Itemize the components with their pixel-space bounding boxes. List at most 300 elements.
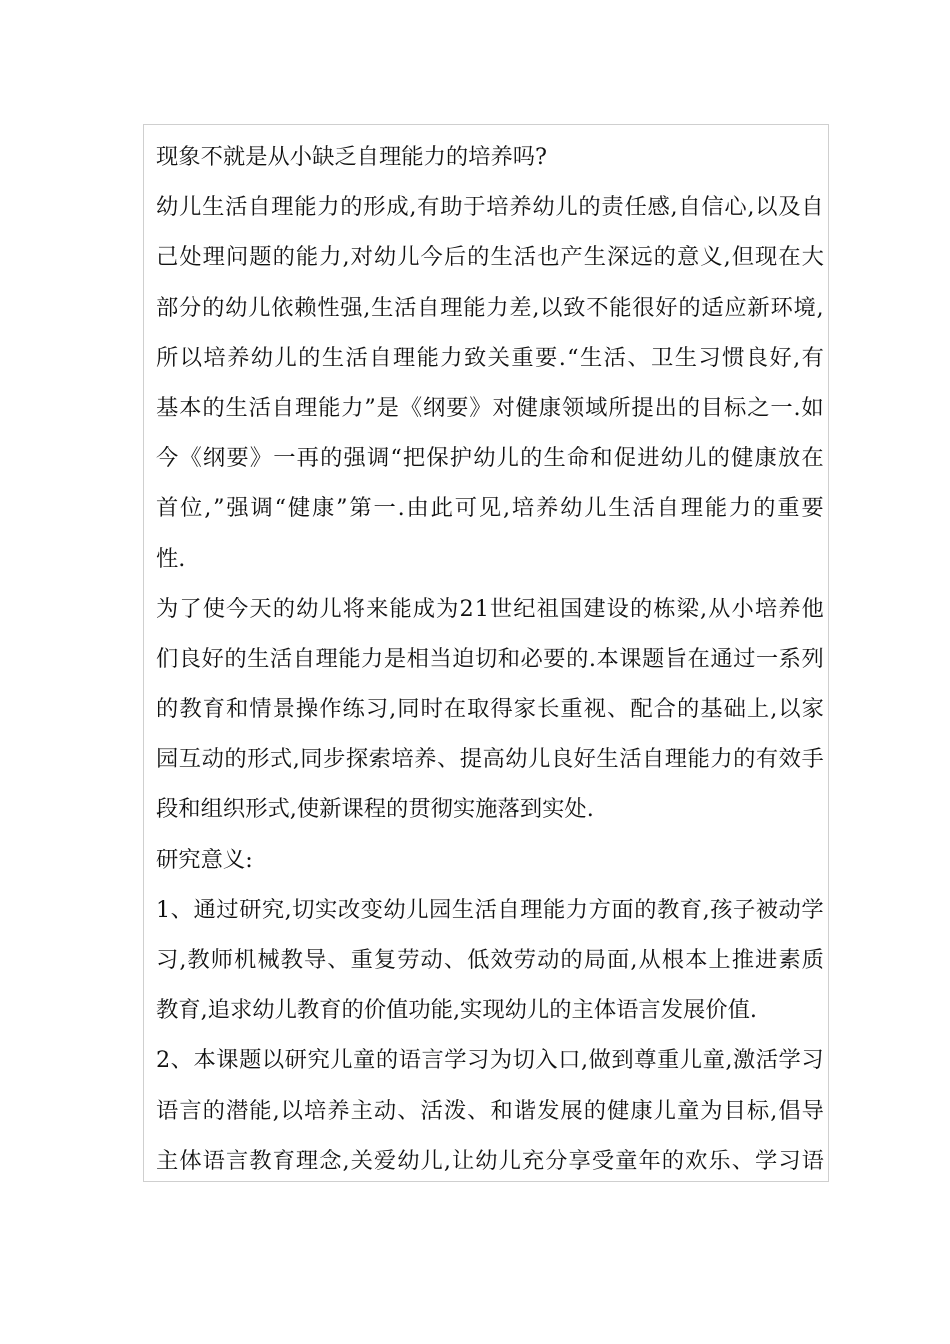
text-glyph: 2 bbox=[156, 1047, 171, 1074]
text-glyph: 理 bbox=[202, 244, 225, 271]
text-glyph: 童 bbox=[702, 1047, 725, 1074]
text-glyph: 动 bbox=[373, 1097, 397, 1124]
text-glyph: , bbox=[204, 495, 212, 522]
text-glyph: 的 bbox=[340, 194, 363, 221]
text-glyph: 幼 bbox=[473, 445, 496, 472]
text-glyph: 由 bbox=[406, 495, 429, 522]
text-glyph: 的 bbox=[661, 1147, 685, 1174]
text-glyph: 活 bbox=[619, 746, 642, 773]
text-glyph: 命 bbox=[566, 445, 590, 472]
text-glyph: 口 bbox=[558, 1047, 581, 1074]
text-glyph: 意 bbox=[676, 244, 700, 271]
text-glyph: 应 bbox=[724, 294, 747, 321]
text-glyph: 力 bbox=[317, 194, 340, 221]
text-glyph: , bbox=[747, 194, 755, 221]
text-glyph: 把 bbox=[402, 445, 426, 472]
text-glyph: 生 bbox=[674, 344, 697, 371]
text-glyph: 念 bbox=[319, 1147, 342, 1174]
text-glyph: 自 bbox=[641, 746, 665, 773]
text-glyph: , bbox=[443, 1147, 451, 1174]
text-glyph: 强 bbox=[340, 294, 363, 321]
text-glyph: 的 bbox=[320, 445, 343, 472]
text-glyph: 激 bbox=[732, 1047, 756, 1074]
text-glyph: 幼 bbox=[373, 244, 397, 271]
text-glyph: 切 bbox=[292, 896, 315, 923]
text-line bbox=[156, 383, 824, 433]
text-glyph: 幼 bbox=[296, 595, 319, 622]
text-glyph: 依 bbox=[271, 294, 294, 321]
text-glyph: 习 bbox=[156, 947, 179, 973]
text-glyph: 幼 bbox=[156, 194, 179, 221]
text-glyph: 重 bbox=[777, 495, 800, 522]
text-glyph: 建 bbox=[583, 595, 606, 622]
text-glyph: 的 bbox=[678, 294, 701, 321]
text-glyph: 活 bbox=[755, 1047, 779, 1074]
text-glyph: 培 bbox=[203, 344, 226, 371]
text-glyph: 目 bbox=[723, 1097, 746, 1124]
text-glyph: 能 bbox=[463, 294, 486, 321]
text-glyph: 为 bbox=[156, 595, 179, 622]
text-glyph: 惯 bbox=[722, 344, 745, 371]
text-glyph: 导 bbox=[303, 947, 327, 973]
text-glyph: 活 bbox=[420, 1097, 443, 1124]
text-glyph: , bbox=[342, 244, 350, 271]
text-glyph: 必 bbox=[520, 645, 543, 672]
text-glyph: 心 bbox=[724, 194, 747, 221]
text-glyph: 2 bbox=[459, 595, 474, 622]
text-glyph: 自 bbox=[292, 645, 315, 672]
text-glyph: 生 bbox=[608, 495, 631, 522]
text-glyph: 的 bbox=[733, 746, 756, 773]
text-glyph: 养 bbox=[227, 344, 250, 371]
text-glyph: 长 bbox=[537, 696, 560, 723]
text-glyph: ” bbox=[213, 495, 225, 522]
text-glyph: 为 bbox=[489, 1047, 513, 1074]
text-glyph: 儿 bbox=[274, 344, 297, 371]
text-glyph: 今 bbox=[420, 244, 443, 271]
text-glyph: 儿 bbox=[679, 1047, 703, 1074]
text-glyph: 和 bbox=[490, 1097, 513, 1124]
text-glyph: 活 bbox=[345, 344, 368, 371]
text-glyph: 家 bbox=[801, 696, 824, 723]
text-glyph: 入 bbox=[535, 1047, 558, 1074]
text-glyph: 重 bbox=[350, 947, 373, 973]
text-glyph: 潜 bbox=[225, 1097, 249, 1124]
text-glyph: , bbox=[770, 696, 778, 723]
text-glyph: 的 bbox=[753, 495, 776, 522]
text-glyph: 康 bbox=[754, 445, 777, 472]
text-glyph: , bbox=[702, 896, 710, 923]
text-glyph: 是 bbox=[376, 394, 399, 421]
text-glyph: 的 bbox=[520, 445, 543, 472]
text-glyph: 儿 bbox=[496, 445, 519, 472]
text-glyph: 设 bbox=[606, 595, 629, 622]
text-glyph: 良 bbox=[178, 645, 202, 672]
text-glyph: 生 bbox=[371, 294, 394, 321]
text-glyph: 《 bbox=[399, 394, 423, 421]
text-glyph: 养 bbox=[536, 495, 559, 522]
text-glyph: 幼 bbox=[475, 1147, 498, 1174]
text-glyph: 活 bbox=[632, 495, 655, 522]
text-glyph: 活 bbox=[269, 645, 293, 672]
text-glyph: 要 bbox=[535, 344, 558, 371]
text-glyph: 健 bbox=[731, 445, 754, 472]
text-glyph: , bbox=[700, 595, 708, 622]
text-glyph: 能 bbox=[416, 344, 439, 371]
text-glyph: 健 bbox=[287, 495, 311, 522]
text-glyph: 第 bbox=[349, 495, 372, 522]
text-glyph: 提 bbox=[631, 394, 654, 421]
text-line: 性. bbox=[156, 545, 186, 572]
text-glyph: 来 bbox=[366, 595, 389, 622]
text-glyph: 幼 bbox=[225, 294, 248, 321]
text-glyph: 理 bbox=[680, 495, 704, 522]
text-glyph: 视 bbox=[583, 696, 607, 723]
text-glyph: 言 bbox=[179, 1097, 202, 1124]
text-glyph: 习 bbox=[801, 1047, 824, 1074]
text-glyph: 自 bbox=[248, 194, 271, 221]
text-glyph: 配 bbox=[630, 696, 653, 723]
text-glyph: 方 bbox=[588, 896, 611, 923]
text-glyph: 过 bbox=[733, 645, 756, 672]
text-glyph: 的 bbox=[298, 344, 321, 371]
text-glyph: 很 bbox=[632, 294, 655, 321]
text-line bbox=[156, 333, 824, 383]
text-glyph: 的 bbox=[156, 696, 179, 723]
text-glyph: 习 bbox=[778, 1147, 801, 1174]
text-glyph: 培 bbox=[391, 746, 414, 773]
text-glyph: 养 bbox=[414, 746, 437, 773]
text-glyph: 为 bbox=[700, 1097, 723, 1124]
text-glyph: 的 bbox=[676, 696, 700, 723]
text-glyph: 在 bbox=[801, 445, 824, 472]
text-glyph: 童 bbox=[676, 1097, 700, 1124]
text-glyph: 能 bbox=[687, 746, 710, 773]
text-glyph: 了 bbox=[179, 595, 202, 622]
text-glyph: , bbox=[532, 294, 540, 321]
text-glyph: 探 bbox=[345, 746, 369, 773]
text-glyph: 根 bbox=[661, 947, 685, 973]
text-glyph: 生 bbox=[202, 194, 225, 221]
text-glyph: 深 bbox=[607, 244, 630, 271]
text-glyph: 的 bbox=[653, 244, 676, 271]
text-glyph: 题 bbox=[249, 244, 272, 271]
text-glyph: 儿 bbox=[528, 746, 551, 773]
text-glyph: 题 bbox=[239, 1047, 262, 1074]
text-glyph: 幼 bbox=[250, 344, 274, 371]
text-glyph: 到 bbox=[611, 1047, 634, 1074]
text-glyph: , bbox=[272, 1097, 280, 1124]
text-glyph: . bbox=[588, 645, 596, 672]
text-glyph: 面 bbox=[607, 947, 630, 973]
text-glyph: 能 bbox=[338, 645, 361, 672]
text-glyph: 展 bbox=[560, 1097, 583, 1124]
text-glyph: 动 bbox=[420, 947, 443, 973]
text-glyph: 推 bbox=[731, 947, 754, 973]
text-glyph: 力 bbox=[440, 344, 463, 371]
text-glyph: 生 bbox=[321, 344, 345, 371]
text-line: 现象不就是从小缺乏自理能力的培养吗? bbox=[156, 144, 548, 170]
text-glyph: 上 bbox=[746, 696, 770, 723]
text-glyph: ” bbox=[336, 495, 348, 522]
text-glyph: , bbox=[409, 194, 417, 221]
text-glyph: 劳 bbox=[397, 947, 420, 973]
text-glyph: 迫 bbox=[452, 645, 475, 672]
text-glyph: 对 bbox=[350, 244, 373, 271]
text-glyph: 通 bbox=[193, 896, 216, 923]
text-glyph: 感 bbox=[647, 194, 670, 221]
text-glyph: 谐 bbox=[513, 1097, 537, 1124]
text-glyph: 可 bbox=[454, 495, 478, 522]
text-glyph: 远 bbox=[630, 244, 653, 271]
text-glyph: 实 bbox=[315, 896, 338, 923]
text-glyph: 作 bbox=[319, 696, 342, 723]
text-glyph: 此 bbox=[430, 495, 453, 522]
text-glyph: 自 bbox=[497, 896, 520, 923]
text-glyph: 同 bbox=[397, 696, 420, 723]
text-glyph: 题 bbox=[641, 645, 665, 672]
text-glyph: 究 bbox=[261, 896, 285, 923]
text-glyph: 主 bbox=[156, 1147, 179, 1174]
text-glyph: 和 bbox=[590, 445, 613, 472]
text-glyph: 、 bbox=[327, 947, 350, 973]
text-glyph: 调 bbox=[250, 495, 273, 522]
text-glyph: 良 bbox=[550, 746, 574, 773]
text-glyph: 儿 bbox=[179, 194, 202, 221]
text-glyph: , bbox=[363, 294, 371, 321]
text-glyph: 变 bbox=[360, 896, 383, 923]
text-glyph: 以 bbox=[280, 1097, 303, 1124]
text-glyph: 的 bbox=[677, 394, 700, 421]
text-line bbox=[156, 584, 824, 634]
text-glyph: 力 bbox=[486, 294, 509, 321]
text-glyph: 的 bbox=[578, 194, 601, 221]
text-glyph: 力 bbox=[361, 645, 384, 672]
text-glyph: 时 bbox=[420, 696, 443, 723]
text-glyph: 促 bbox=[613, 445, 637, 472]
text-glyph: 课 bbox=[619, 645, 642, 672]
text-glyph: 良 bbox=[745, 344, 769, 371]
text-glyph: 再 bbox=[296, 445, 319, 472]
text-glyph: . bbox=[793, 394, 801, 421]
text-glyph: 理 bbox=[271, 194, 294, 221]
text-glyph: 儿 bbox=[406, 896, 429, 923]
text-glyph: . bbox=[397, 495, 405, 522]
text-glyph: 以 bbox=[778, 696, 801, 723]
text-glyph: 要 bbox=[446, 394, 469, 421]
text-glyph: 标 bbox=[746, 1097, 770, 1124]
text-glyph: 教 bbox=[656, 896, 680, 923]
text-glyph: , bbox=[630, 947, 638, 973]
text-glyph: 有 bbox=[755, 746, 779, 773]
text-glyph: 重 bbox=[511, 344, 534, 371]
text-glyph: 础 bbox=[723, 696, 746, 723]
text-glyph: 儿 bbox=[684, 445, 707, 472]
text-glyph: 康 bbox=[311, 495, 335, 522]
text-glyph: 学 bbox=[444, 1047, 467, 1074]
text-glyph: 在 bbox=[778, 244, 801, 271]
text-glyph: 但 bbox=[731, 244, 754, 271]
text-glyph: 的 bbox=[224, 645, 247, 672]
text-glyph: 的 bbox=[202, 1097, 225, 1124]
text-glyph: 适 bbox=[701, 294, 724, 321]
text-glyph: 一 bbox=[273, 445, 296, 472]
text-glyph: 要 bbox=[543, 645, 566, 672]
text-glyph: 的 bbox=[634, 896, 657, 923]
text-glyph: 局 bbox=[583, 947, 607, 973]
text-glyph: 本 bbox=[685, 947, 708, 973]
text-glyph: 在 bbox=[443, 696, 467, 723]
text-glyph: 理 bbox=[295, 1147, 319, 1174]
text-glyph: 以 bbox=[261, 1047, 285, 1074]
text-line bbox=[156, 734, 824, 784]
text-glyph: 互 bbox=[178, 746, 202, 773]
text-glyph: 首 bbox=[156, 495, 179, 522]
text-glyph: 导 bbox=[801, 1097, 824, 1124]
text-glyph: 康 bbox=[630, 1097, 653, 1124]
text-glyph: 的 bbox=[707, 445, 730, 472]
text-glyph: 生 bbox=[583, 244, 607, 271]
text-glyph: 儿 bbox=[653, 1097, 676, 1124]
text-glyph: , bbox=[670, 194, 678, 221]
text-glyph: 形 bbox=[363, 194, 386, 221]
text-line bbox=[156, 1035, 824, 1085]
text-glyph: 以 bbox=[540, 294, 563, 321]
text-glyph: 孩 bbox=[710, 896, 733, 923]
text-glyph: , bbox=[816, 294, 824, 321]
text-glyph: 的 bbox=[202, 394, 225, 421]
text-glyph: 儿 bbox=[330, 1047, 353, 1074]
text-glyph: 本 bbox=[193, 1047, 216, 1074]
text-glyph: 梁 bbox=[676, 595, 699, 622]
text-glyph: 如 bbox=[801, 394, 824, 421]
text-glyph: , bbox=[179, 947, 187, 973]
text-glyph: 、 bbox=[170, 896, 193, 923]
text-glyph: 幼 bbox=[383, 896, 406, 923]
text-glyph: 力 bbox=[565, 896, 589, 923]
text-glyph: 复 bbox=[373, 947, 397, 973]
text-glyph: 习 bbox=[467, 1047, 490, 1074]
text-glyph: 国 bbox=[559, 595, 583, 622]
text-glyph: 的 bbox=[272, 595, 296, 622]
text-line bbox=[156, 684, 824, 734]
text-glyph: 童 bbox=[615, 1147, 638, 1174]
text-glyph: 儿 bbox=[498, 1147, 521, 1174]
text-glyph: 理 bbox=[440, 294, 463, 321]
text-glyph: 进 bbox=[755, 947, 778, 973]
text-glyph: 小 bbox=[731, 595, 754, 622]
text-glyph: 大 bbox=[801, 244, 824, 271]
text-glyph: 步 bbox=[323, 746, 346, 773]
text-glyph: 康 bbox=[538, 394, 562, 421]
text-glyph: 低 bbox=[467, 947, 490, 973]
text-glyph: 生 bbox=[579, 344, 603, 371]
text-glyph: 活 bbox=[225, 194, 248, 221]
text-glyph: 产 bbox=[560, 244, 583, 271]
text-glyph: 的 bbox=[272, 244, 295, 271]
text-glyph: 1 bbox=[156, 896, 171, 923]
text-glyph: 能 bbox=[295, 244, 319, 271]
text-line: 教育,追求幼儿教育的价值功能,实现幼儿的主体语言发展价值. bbox=[156, 997, 757, 1024]
text-glyph: 自 bbox=[271, 394, 295, 421]
text-glyph: 体 bbox=[179, 1147, 202, 1174]
text-glyph: . bbox=[558, 344, 566, 371]
text-glyph: 质 bbox=[801, 947, 824, 973]
text-glyph: 对 bbox=[492, 394, 515, 421]
text-glyph: “ bbox=[274, 495, 287, 522]
text-glyph: 域 bbox=[585, 394, 608, 421]
text-glyph: ” bbox=[364, 394, 376, 421]
text-glyph: 理 bbox=[392, 344, 416, 371]
text-glyph: 形 bbox=[247, 746, 270, 773]
text-glyph: 纲 bbox=[422, 394, 446, 421]
text-glyph: 和 bbox=[497, 645, 521, 672]
text-line bbox=[156, 283, 824, 333]
text-line bbox=[156, 433, 824, 483]
text-glyph: 、 bbox=[436, 746, 460, 773]
text-glyph: , bbox=[284, 896, 292, 923]
text-glyph: , bbox=[389, 696, 397, 723]
text-glyph: 分 bbox=[545, 1147, 568, 1174]
text-glyph: 赖 bbox=[294, 294, 317, 321]
text-glyph: 同 bbox=[300, 746, 323, 773]
text-glyph: 致 bbox=[563, 294, 586, 321]
text-glyph: 园 bbox=[156, 746, 179, 773]
text-glyph: 一 bbox=[373, 495, 396, 522]
text-glyph: 以 bbox=[755, 194, 778, 221]
text-glyph: 重 bbox=[560, 696, 583, 723]
text-glyph: 生 bbox=[247, 645, 270, 672]
text-glyph: 童 bbox=[353, 1047, 376, 1074]
text-glyph: 好 bbox=[201, 645, 224, 672]
text-glyph: 式 bbox=[269, 746, 293, 773]
text-glyph: 所 bbox=[156, 344, 179, 371]
text-glyph: 也 bbox=[537, 244, 560, 271]
text-glyph: 在 bbox=[687, 645, 710, 672]
text-glyph: 生 bbox=[451, 896, 475, 923]
text-glyph: 好 bbox=[655, 294, 678, 321]
text-glyph: 活 bbox=[394, 294, 417, 321]
text-glyph: 劳 bbox=[513, 947, 537, 973]
text-glyph: 活 bbox=[513, 244, 537, 271]
text-glyph: 机 bbox=[234, 947, 257, 973]
text-glyph: 研 bbox=[284, 1047, 307, 1074]
text-glyph: 、 bbox=[397, 1097, 420, 1124]
text-glyph: 于 bbox=[463, 194, 486, 221]
text-glyph: 幼 bbox=[397, 1147, 420, 1174]
text-glyph: 自 bbox=[801, 194, 824, 221]
text-glyph: 世 bbox=[489, 595, 513, 622]
text-glyph: 动 bbox=[201, 746, 224, 773]
text-glyph: 有 bbox=[417, 194, 440, 221]
text-glyph: “ bbox=[390, 445, 402, 472]
text-glyph: 》 bbox=[469, 394, 492, 421]
text-glyph: 能 bbox=[389, 595, 412, 622]
text-glyph: 教 bbox=[179, 696, 202, 723]
text-glyph: 强 bbox=[343, 445, 366, 472]
text-glyph: 、 bbox=[607, 696, 630, 723]
text-glyph: 情 bbox=[249, 696, 272, 723]
text-line bbox=[156, 232, 824, 282]
text-glyph: 通 bbox=[710, 645, 733, 672]
text-glyph: 1 bbox=[474, 595, 489, 622]
text-glyph: 语 bbox=[801, 1147, 824, 1174]
text-glyph: 能 bbox=[249, 1097, 272, 1124]
text-glyph: 部 bbox=[156, 294, 179, 321]
text-glyph: 祖 bbox=[536, 595, 559, 622]
text-glyph: 是 bbox=[383, 645, 407, 672]
text-glyph: 使 bbox=[202, 595, 225, 622]
